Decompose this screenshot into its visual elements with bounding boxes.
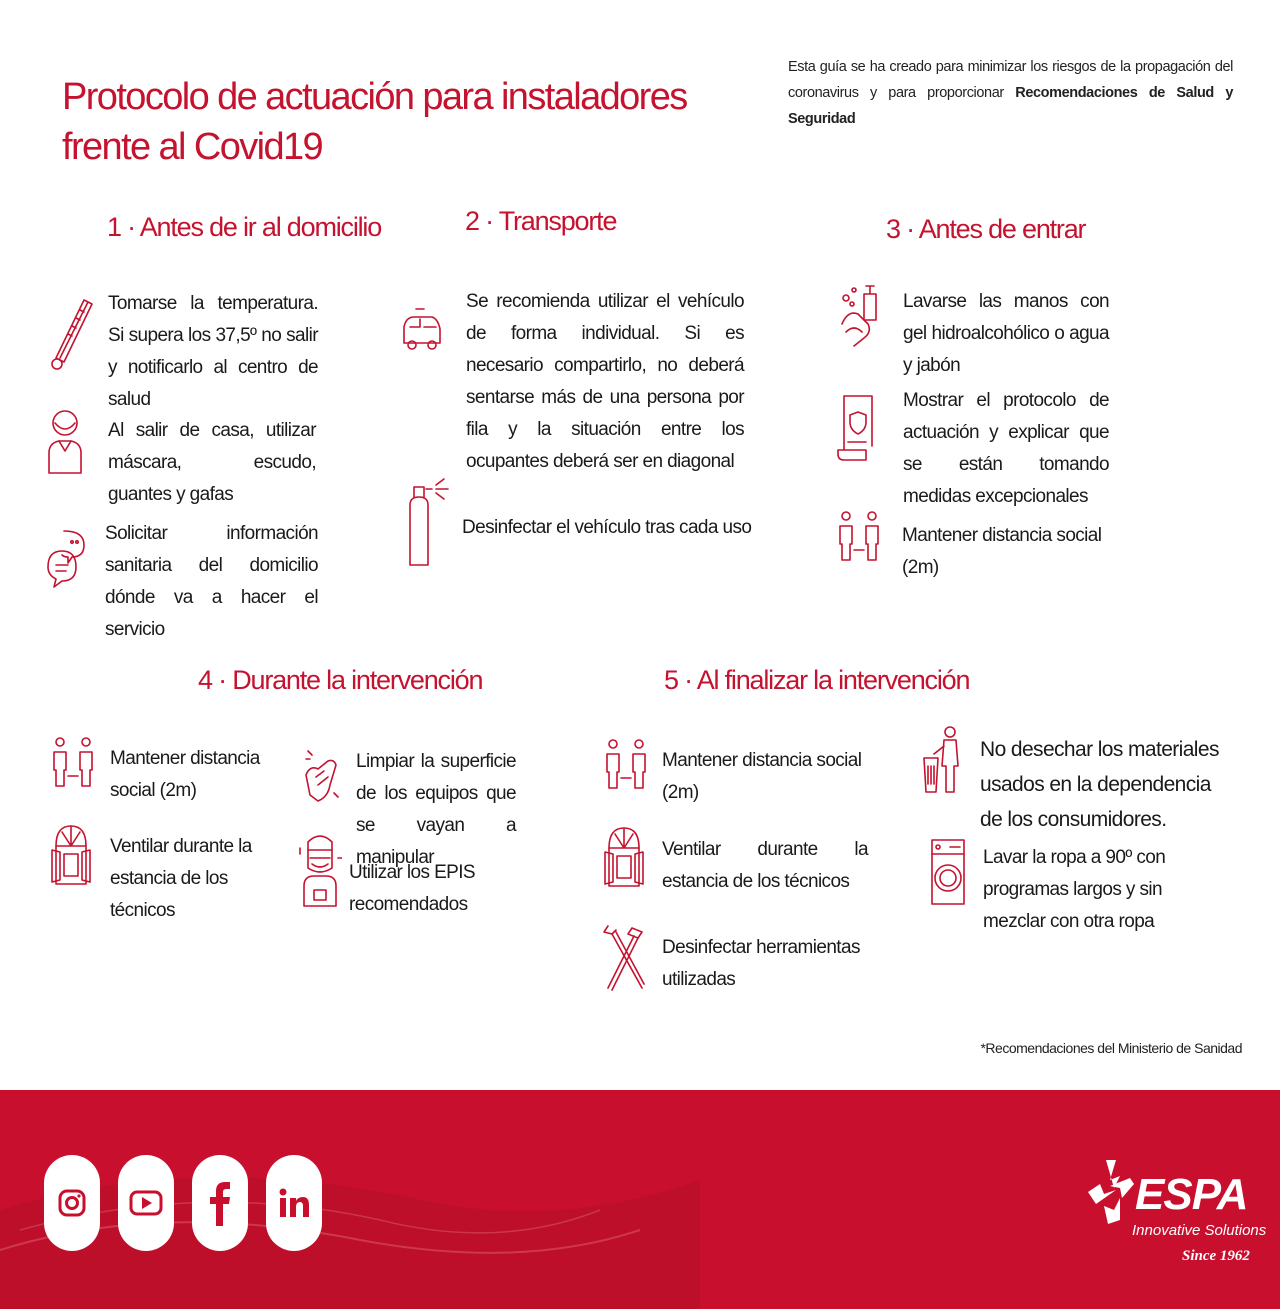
list-item: Solicitar información sanitaria del domicilio dónde va a hacer el servicio [105, 523, 318, 640]
footer-band [0, 1090, 1280, 1309]
social-distance-icon [52, 736, 94, 790]
footnote: *Recomendaciones del Ministerio de Sanidad [980, 1040, 1242, 1056]
protocol-document-icon [836, 390, 878, 466]
intro-bold: Recomendaciones de Salud y Seguridad [788, 85, 1233, 127]
list-item: Mantener distancia social (2m) [110, 748, 260, 801]
list-item: Desinfectar herramientas utilizadas [662, 937, 860, 990]
list-item: Ventilar durante la estancia de los técnicos [110, 836, 252, 921]
page-title: Protocolo de actuación para instaladores frente al Covid19 [62, 76, 687, 168]
ppe-worker-icon [298, 828, 342, 910]
section-title-4: 4 · Durante la intervención [198, 665, 483, 695]
social-distance-icon [838, 510, 880, 564]
washing-machine-icon [928, 836, 968, 908]
van-icon [400, 305, 444, 355]
hand-wash-icon [838, 280, 880, 350]
list-item: Al salir de casa, utilizar máscara, escudo, guantes y gafas [108, 420, 316, 505]
list-item: Ventilar durante la estancia de los técnicos [662, 839, 868, 892]
instagram-icon[interactable] [44, 1155, 100, 1251]
list-item: Limpiar la superficie de los equipos que se vayan a manipular [356, 751, 516, 868]
section-title-3: 3 · Antes de entrar [886, 214, 1086, 244]
chat-bubbles-icon [44, 527, 88, 589]
section-title-1: 1 · Antes de ir al domicilio [107, 212, 382, 242]
social-distance-icon [605, 738, 647, 792]
intro-text: Esta guía se ha creado para minimizar los riesgos de la propagación del coronavirus y para proporcionar Recomendaciones de Salud y Seguridad [788, 59, 1233, 127]
spray-icon [404, 475, 450, 569]
brand-tagline: Innovative Solutions [1132, 1222, 1267, 1239]
list-item: No desechar los materiales usados en la dependencia de los consumidores. [980, 738, 1219, 831]
list-item: Desinfectar el vehículo tras cada uso [462, 517, 752, 538]
person-mask-icon [46, 405, 84, 477]
list-item: Mantener distancia social (2m) [902, 525, 1102, 578]
list-item: Utilizar los EPIS recomendados [349, 862, 476, 915]
window-icon [603, 824, 645, 890]
list-item: Lavar la ropa a 90º con programas largos y sin mezclar con otra ropa [983, 847, 1166, 932]
thermometer-icon [50, 298, 94, 372]
waste-bin-icon [920, 722, 964, 796]
section-title-5: 5 · Al finalizar la intervención [664, 665, 970, 695]
list-item: Se recomienda utilizar el vehículo de forma individual. Si es necesario compartirlo, no deberá sentarse más de una persona por fila y la situación entre los ocupantes deberá ser en diagonal [466, 291, 744, 472]
linkedin-icon[interactable] [266, 1155, 322, 1251]
list-item: Tomarse la temperatura. Si supera los 37,5º no salir y notificarlo al centro de salud [108, 293, 318, 410]
tools-icon [602, 922, 646, 994]
list-item: Mantener distancia social (2m) [662, 750, 862, 803]
youtube-icon[interactable] [118, 1155, 174, 1251]
brand-name: ESPA [1135, 1170, 1248, 1219]
facebook-icon[interactable] [192, 1155, 248, 1251]
section-title-2: 2 · Transporte [465, 206, 617, 236]
clean-hand-icon [302, 745, 340, 805]
list-item: Mostrar el protocolo de actuación y explicar que se están tomando medidas excepcionales [903, 390, 1109, 507]
brand-since: Since 1962 [1182, 1248, 1250, 1264]
espa-logo-icon [1086, 1158, 1136, 1228]
list-item: Lavarse las manos con gel hidroalcohólico o agua y jabón [903, 291, 1109, 376]
window-icon [50, 822, 92, 888]
